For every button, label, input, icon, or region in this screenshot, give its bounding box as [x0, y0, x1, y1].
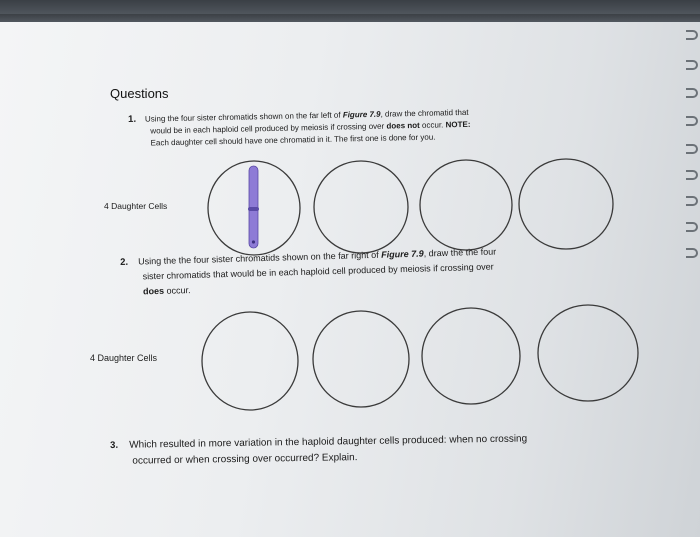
chromatid-centromere — [248, 207, 259, 211]
q1-line2-text: would be in each haploid cell produced by meiosis if crossing over — [150, 121, 387, 136]
q1-note: NOTE: — [445, 119, 471, 130]
q1-number: 1. — [128, 113, 137, 125]
q1-line1-text: Using the four sister chromatids shown on the far left of — [144, 110, 343, 124]
q2-line1-text: Using the the four sister chromatids shown on the far right of — [138, 249, 382, 267]
q2-figure-ref: Figure 7.9 — [381, 248, 424, 260]
q2-cell-4[interactable] — [538, 305, 638, 401]
q1-cell-3[interactable] — [420, 160, 512, 250]
q2-cells-label: 4 Daughter Cells — [90, 353, 158, 363]
chromatid-tip — [252, 240, 255, 243]
q1-figure-ref: Figure 7.9 — [342, 109, 381, 120]
q1-cell-2[interactable] — [314, 161, 408, 253]
q2-cell-3[interactable] — [422, 308, 520, 404]
q1-line2-post: occur. — [419, 120, 446, 130]
q1-cells-label: 4 Daughter Cells — [104, 201, 168, 211]
q1-cell-4[interactable] — [519, 159, 613, 249]
q3-line2: occurred or when crossing over occurred? Explain. — [132, 452, 358, 467]
q2-does: does — [142, 285, 165, 297]
q2-line2: sister chromatids that would be in each haploid cell produced by meiosis if crossing over — [142, 261, 494, 282]
q1-line1-post: , draw the chromatid that — [380, 107, 469, 119]
q2-cell-1[interactable] — [202, 312, 298, 410]
q2-number: 2. — [120, 256, 129, 268]
q2-line3-post: occur. — [163, 285, 191, 296]
q1-does-not: does not — [386, 120, 420, 131]
q3-line1-text: Which resulted in more variation in the haploid daughter cells produced: when no crossing — [129, 433, 528, 451]
q2-line1-post: , draw the the four — [423, 246, 497, 259]
q2-cell-2[interactable] — [313, 311, 409, 407]
chromatid-drawing — [248, 166, 259, 248]
questions-heading: Questions — [110, 86, 169, 101]
q3-number: 3. — [110, 439, 119, 451]
q1-line3: Each daughter cell should have one chromatid in it. The first one is done for you. — [150, 132, 436, 148]
